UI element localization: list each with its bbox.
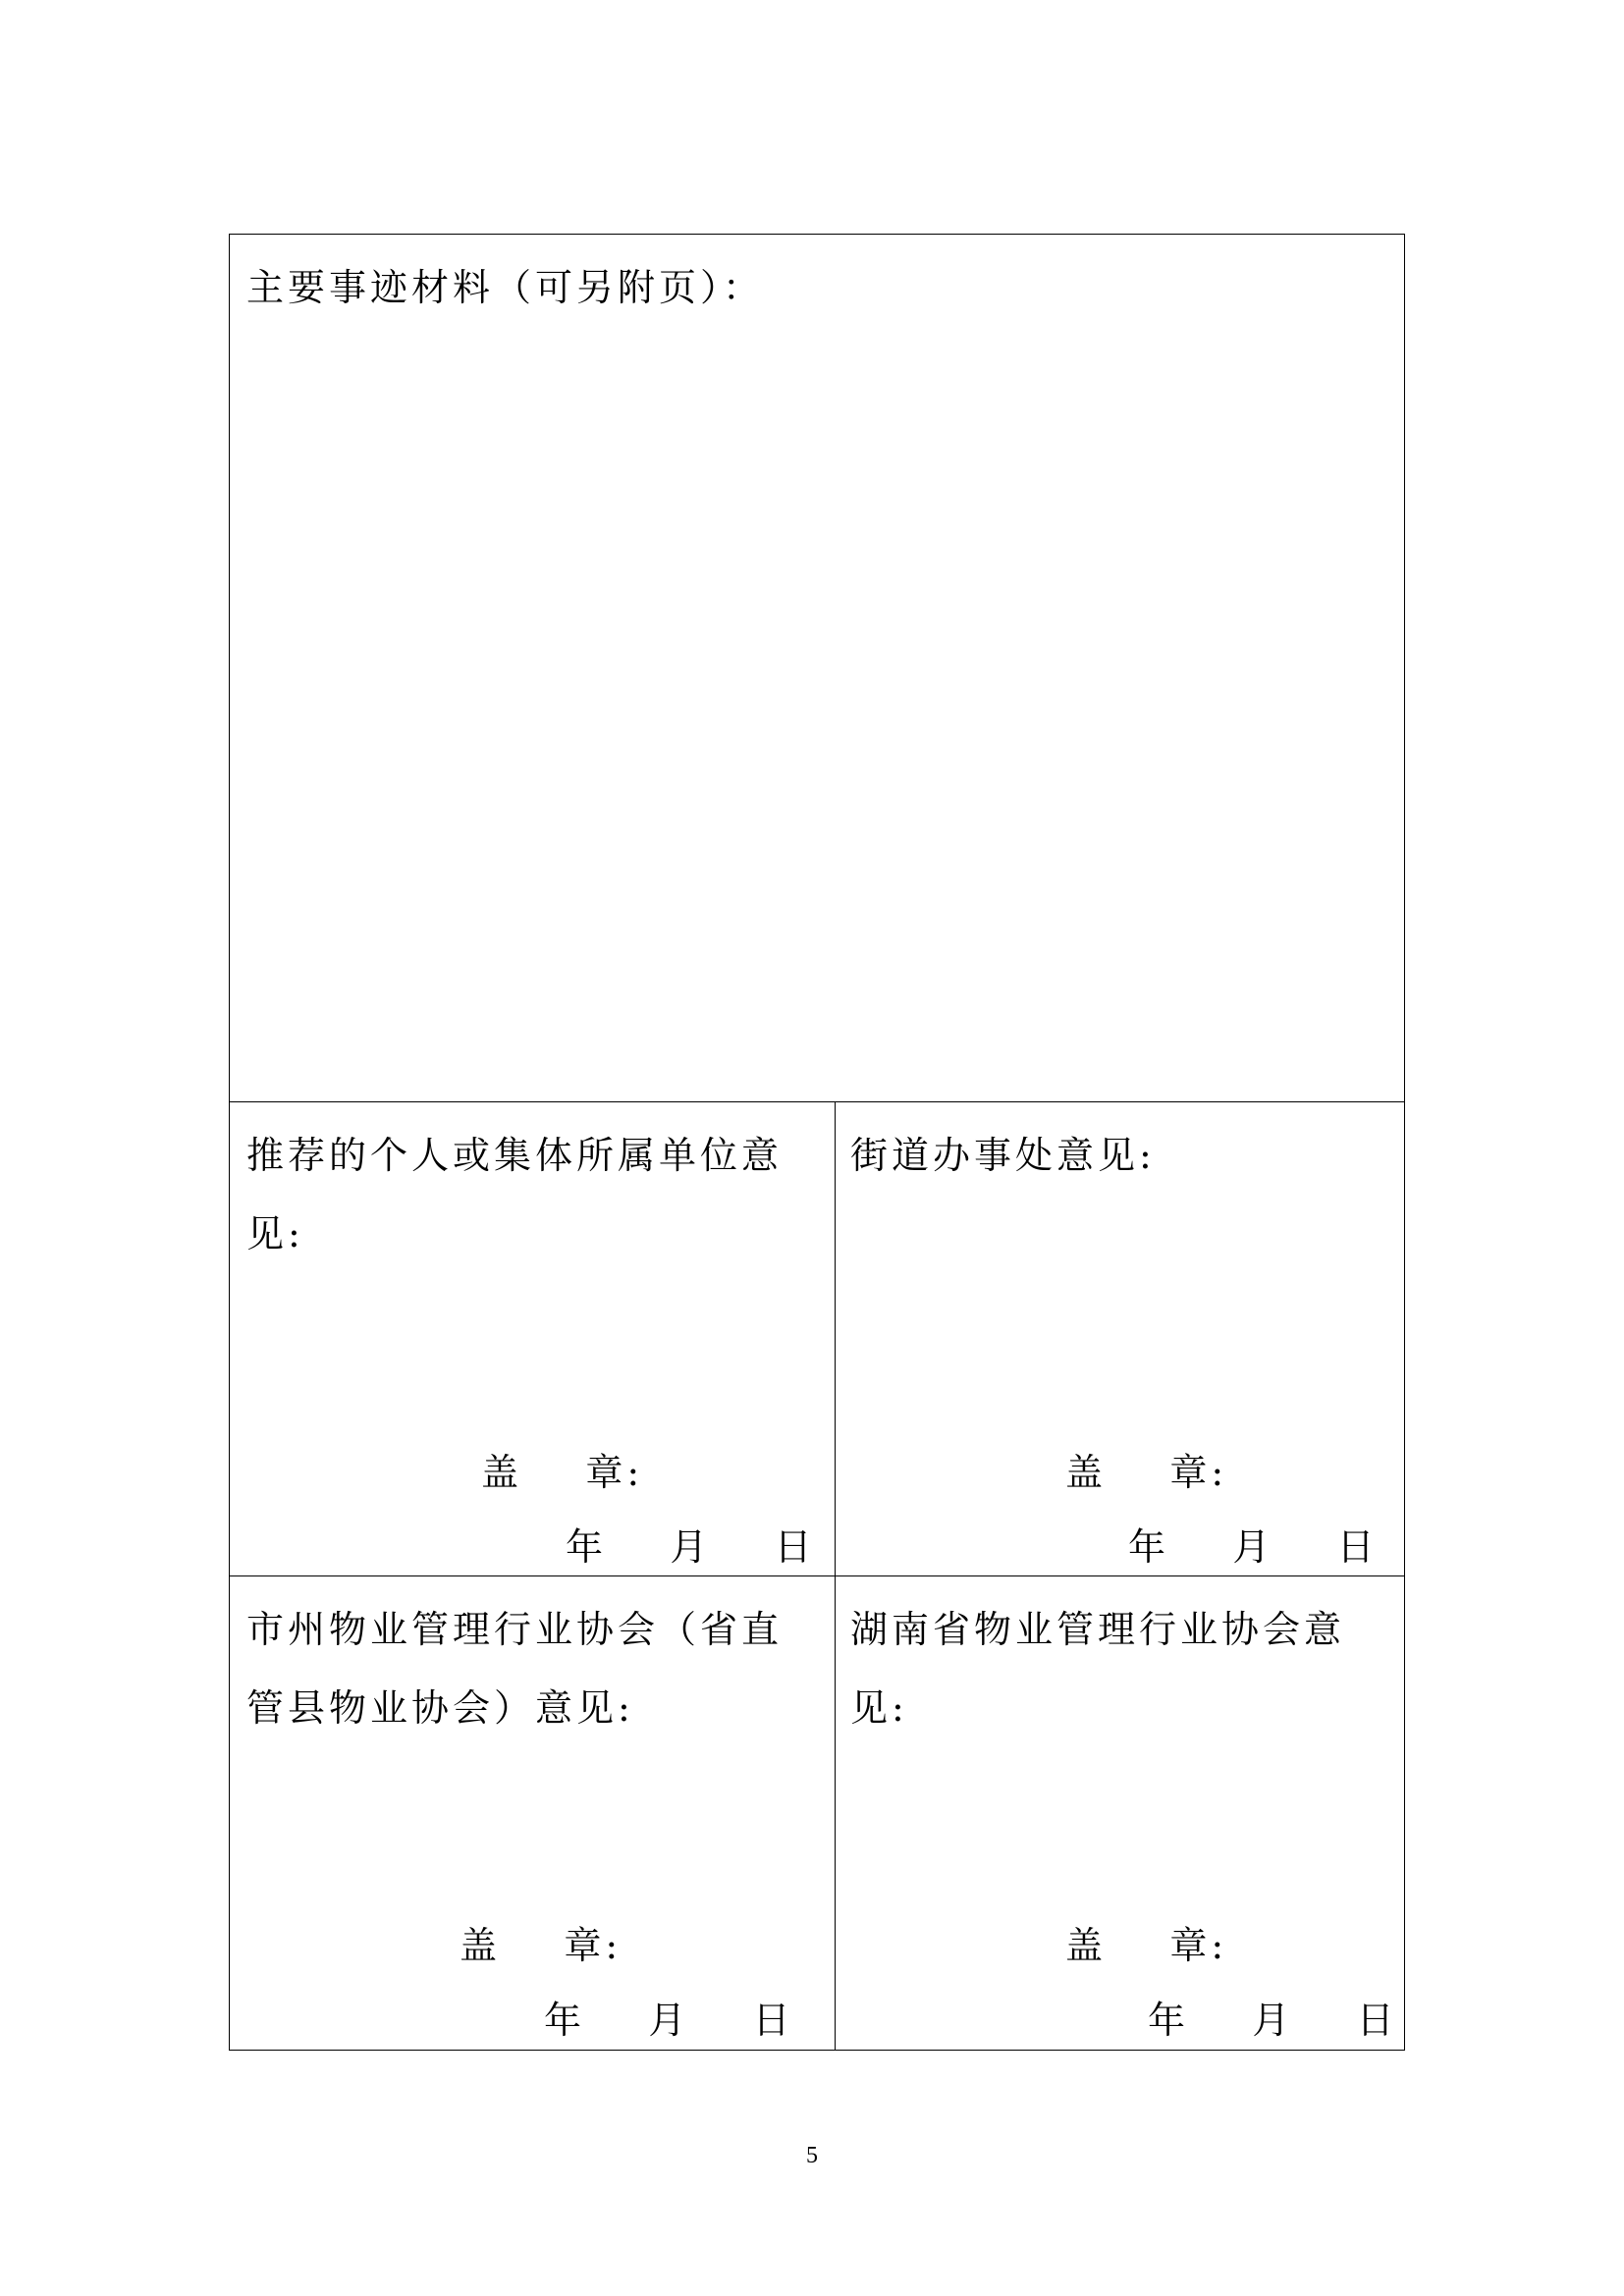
province-association-date: 年 月 日 [1148, 1999, 1398, 2042]
province-association-opinion-label-line1: 湖南省物业管理行业协会意 [850, 1608, 1346, 1651]
city-association-seal: 盖 章: [460, 1924, 623, 1967]
recommendation-form-table [229, 234, 1405, 2051]
street-office-seal: 盖 章: [1065, 1451, 1228, 1494]
province-association-opinion-cell[interactable] [836, 1576, 1405, 2051]
city-association-opinion-label-line1: 市州物业管理行业协会（省直 [246, 1608, 784, 1651]
province-association-opinion-label [850, 1590, 1345, 1747]
page-number: 5 [806, 2143, 818, 2168]
city-association-date: 年 月 日 [544, 1999, 794, 2042]
unit-opinion-seal: 盖 章: [481, 1451, 644, 1494]
city-association-opinion-cell[interactable] [230, 1576, 836, 2051]
street-office-date: 年 月 日 [1128, 1525, 1379, 1569]
main-deeds-label: 主要事迹材料（可另附页）： [246, 266, 765, 309]
city-association-opinion-label [246, 1590, 783, 1747]
unit-opinion-label-line2: 见: [246, 1212, 304, 1255]
unit-opinion-label [246, 1116, 783, 1273]
unit-opinion-date: 年 月 日 [566, 1525, 816, 1569]
city-association-opinion-label-line2: 管县物业协会）意见: [246, 1686, 634, 1730]
province-association-opinion-label-line2: 见: [850, 1686, 908, 1730]
unit-opinion-cell[interactable] [230, 1102, 836, 1576]
street-office-opinion-label: 街道办事处意见: [850, 1134, 1156, 1177]
street-office-opinion-cell[interactable] [836, 1102, 1405, 1576]
unit-opinion-label-line1: 推荐的个人或集体所属单位意 [246, 1134, 784, 1177]
main-deeds-cell[interactable] [230, 235, 1405, 1102]
province-association-seal: 盖 章: [1065, 1924, 1228, 1967]
